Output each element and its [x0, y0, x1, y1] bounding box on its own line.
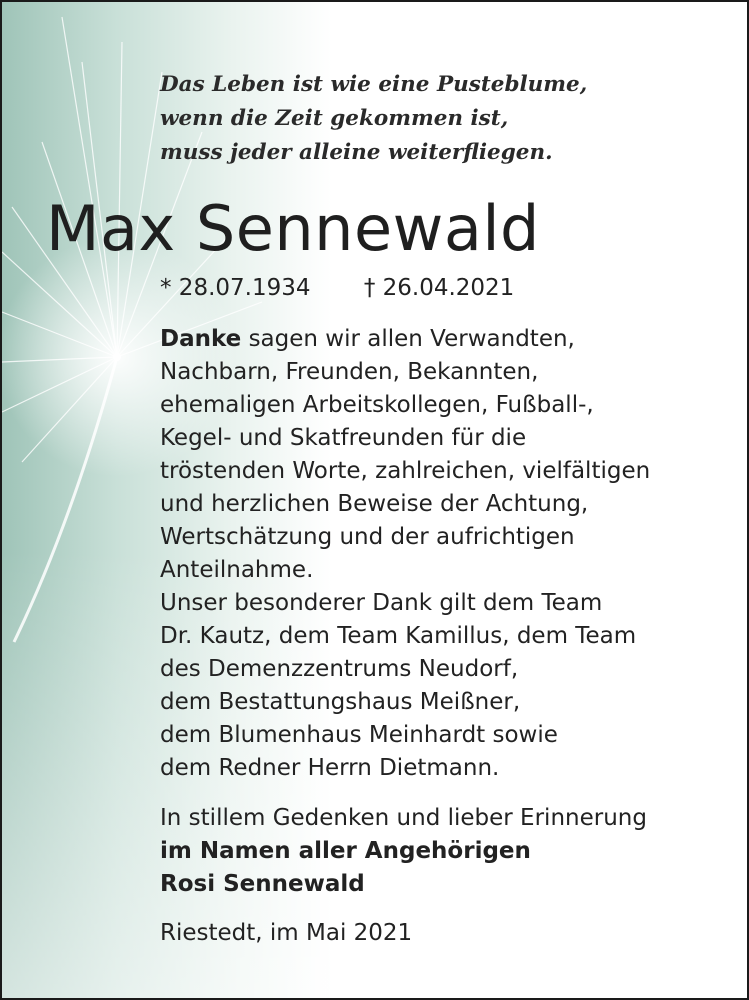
thanks-line: Anteilnahme.: [160, 557, 314, 583]
closing-signature: Rosi Sennewald: [160, 871, 365, 897]
thanks-line: ehemaligen Arbeitskollegen, Fußball-,: [160, 392, 594, 418]
thanks-line: Nachbarn, Freunden, Bekannten,: [160, 359, 539, 385]
thanks-line: und herzlichen Beweise der Achtung,: [160, 491, 589, 517]
closing-family-line: im Namen aller Angehörigen: [160, 838, 531, 864]
birth-date: * 28.07.1934: [160, 275, 311, 301]
quote-line: muss jeder alleine weiterfliegen.: [160, 140, 553, 165]
thanks-line: Dr. Kautz, dem Team Kamillus, dem Team: [160, 623, 637, 649]
thanks-line: tröstenden Worte, zahlreichen, vielfältigen: [160, 458, 651, 484]
thanks-line: Kegel- und Skatfreunden für die: [160, 425, 527, 451]
quote-block: [160, 68, 587, 170]
thanks-line: des Demenzzentrums Neudorf,: [160, 656, 519, 682]
place-date: Riestedt, im Mai 2021: [160, 920, 413, 946]
closing-line: In stillem Gedenken und lieber Erinnerung: [160, 805, 647, 831]
thanks-line: [160, 323, 650, 356]
thanks-line: dem Blumenhaus Meinhardt sowie: [160, 722, 558, 748]
thanks-line: dem Bestattungshaus Meißner,: [160, 689, 521, 715]
thanks-line: Wertschätzung und der aufrichtigen: [160, 524, 575, 550]
thanks-keyword: Danke: [160, 326, 242, 352]
quote-line: Das Leben ist wie eine Pusteblume,: [160, 72, 588, 97]
closing-block: [160, 802, 647, 901]
thanks-line-rest: sagen wir allen Verwandten,: [241, 326, 575, 352]
life-dates: [160, 275, 514, 301]
quote-line: wenn die Zeit gekommen ist,: [160, 106, 509, 131]
thanks-line: Unser besonderer Dank gilt dem Team: [160, 590, 603, 616]
death-date: † 26.04.2021: [363, 275, 515, 301]
thanks-line: dem Redner Herrn Dietmann.: [160, 755, 500, 781]
deceased-name: Max Sennewald: [46, 192, 540, 265]
thanks-text: [160, 323, 650, 785]
